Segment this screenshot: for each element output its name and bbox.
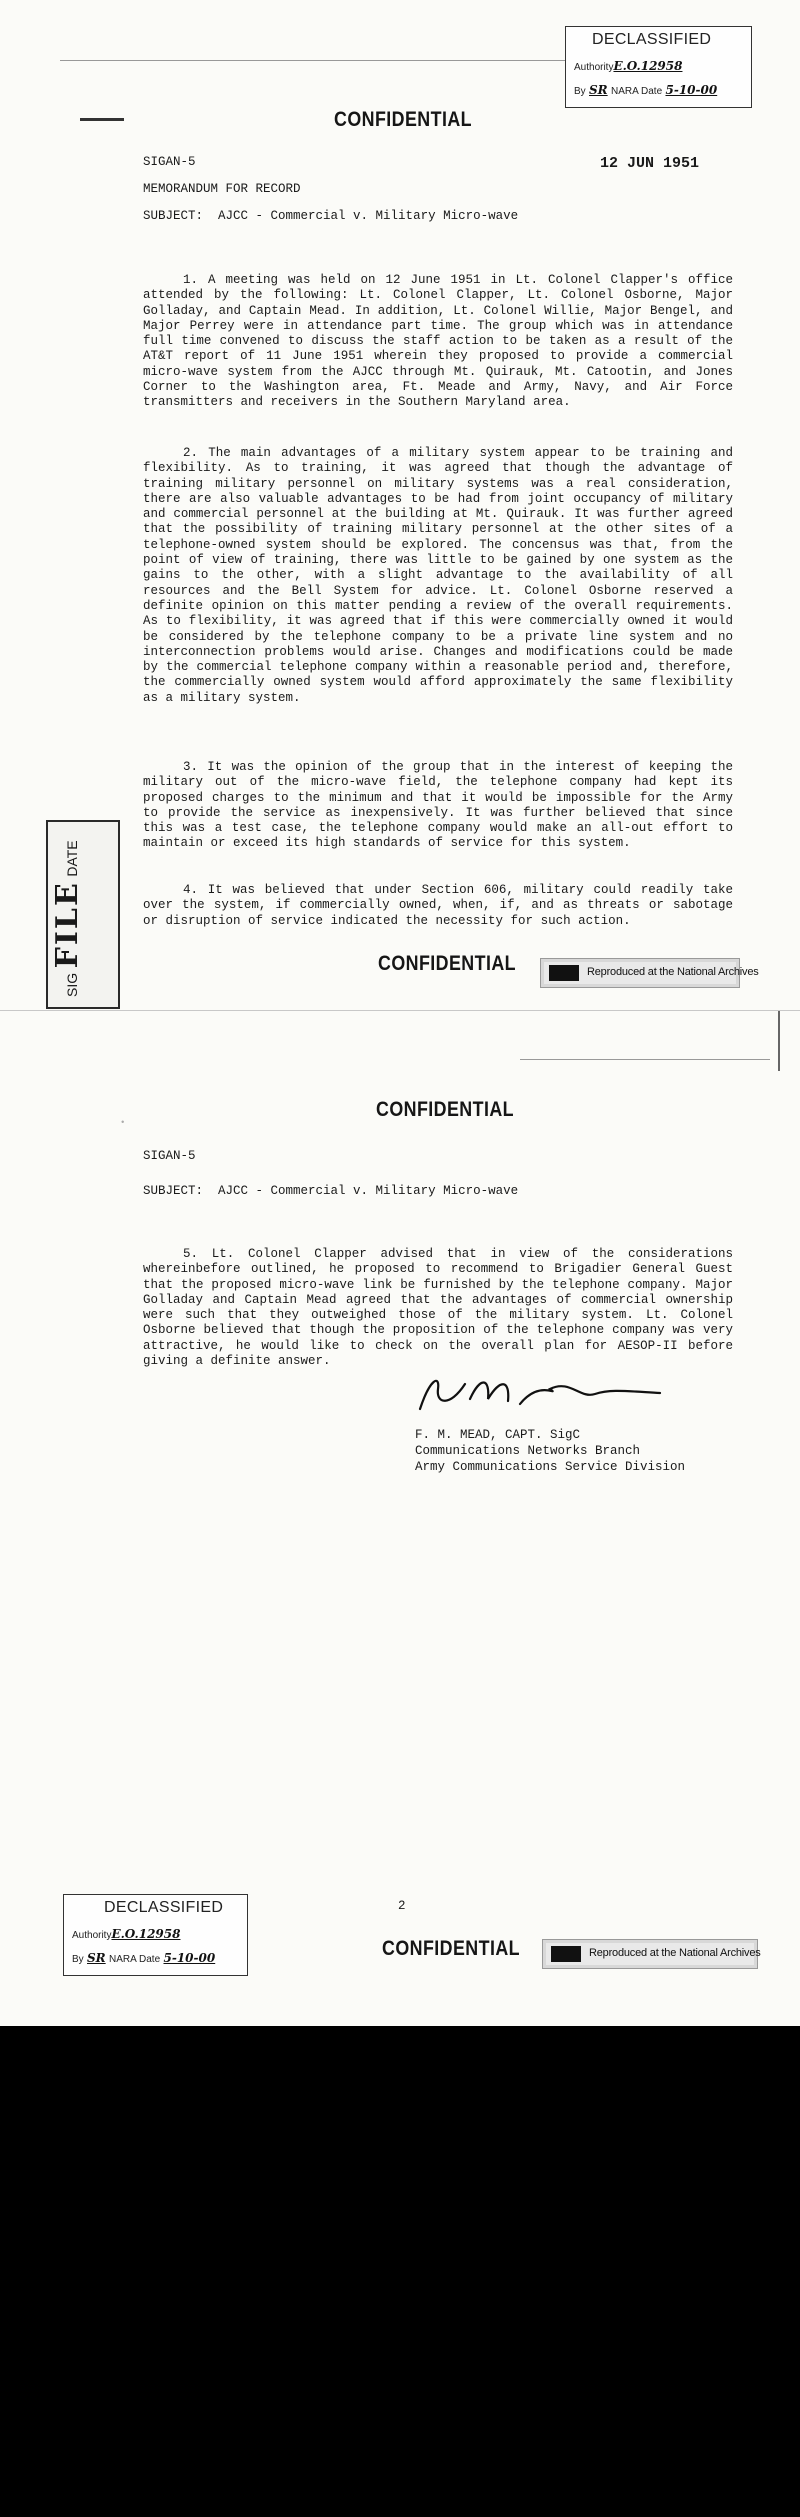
- stamp-authority-label: Authority: [72, 1930, 112, 1941]
- memo-subject-line: [143, 209, 518, 223]
- file-stamp-date: DATE: [64, 840, 80, 877]
- document-page-1: [0, 0, 800, 1010]
- stamp-nara-label: NARA Date: [109, 1954, 161, 1965]
- document-page-2: [0, 1010, 800, 2026]
- punch-mark: [80, 118, 124, 121]
- archives-label-text: Reproduced at the National Archives: [589, 1947, 761, 1959]
- memo-ref: SIGAN-5: [143, 155, 196, 169]
- page-number: 2: [398, 1899, 406, 1913]
- paragraph-2: 2. The main advantages of a military system appear to be training and flexibility. As to training, it was agreed that though the advantage of training military personnel on military systems was a real consideration, there are also valuable advantages to be had from joint occupancy of military and commercial personnel at the building at Mt. Quirauk. It was further agreed that the possibility of training military personnel at the other sites of a telephone-owned system should be explored. The concensus was that, from the point of view of training, there was little to be gained by one system as the gains to the other, with a slight advantage to the availability of all resources and the Bell System for advice. Lt. Colonel Osborne reserved a definite opinion on this matter pending a review of the overall requirements. As to flexibility, it was agreed that if this were commercially owned it would be considered by the telephone company to be a private line system and no interconnection problems would arise. Changes and modifications could be made by the commercial telephone company within a reasonable period and, therefore, the commercially owned system would afford approximately the same flexibility as a military system.: [143, 446, 733, 705]
- memo-subject-line: [143, 1184, 518, 1198]
- paragraph-4: 4. It was believed that under Section 606, military could readily take over the system, if commercially owned, when, if, and as threats or sabotage or disruption of service indicated the necessity for such action.: [143, 883, 733, 928]
- paragraph-5: 5. Lt. Colonel Clapper advised that in view of the considerations whereinbefore outlined, he proposed to recommend to Brigadier General Guest that the proposed micro-wave link be furnished by the telephone company. Major Golladay and Captain Mead agreed that the advantages of commercial ownership were such that they outweighed those of the military system. Lt. Colonel Osborne believed that though the proposition of the telephone company was very attractive, he would like to check on the overall plan for AESOP-II before giving a definite answer.: [143, 1247, 733, 1369]
- file-stamp-file: FILE: [50, 881, 85, 969]
- memo-ref: SIGAN-5: [143, 1149, 196, 1163]
- signature-division: Army Communications Service Division: [415, 1460, 686, 1474]
- handwritten-signature: [410, 1369, 670, 1427]
- stamp-title: DECLASSIFIED: [104, 1899, 224, 1916]
- classification-header: CONFIDENTIAL: [334, 108, 472, 131]
- scan-mark: •: [120, 1118, 126, 1128]
- stamp-by-label: By: [72, 1954, 84, 1965]
- national-archives-label: [540, 958, 759, 988]
- memo-date: 12 JUN 1951: [600, 155, 700, 172]
- scan-line: [60, 60, 580, 61]
- scan-edge: [778, 1011, 780, 1071]
- stamp-title: DECLASSIFIED: [592, 31, 712, 48]
- declassified-stamp: [63, 1894, 248, 1976]
- paragraph-1: 1. A meeting was held on 12 June 1951 in Lt. Colonel Clapper's office attended by the following: Lt. Colonel Clapper, Lt. Colonel Osborne, Major Golladay, and Captain Mead. In addition, Lt. Colonel Willie, Major Bengel, and Major Perrey were in attendance part time. The group which was in attendance full time convened to discuss the staff action to be taken as a result of the AT&T report of 11 June 1951 wherein they proposed to provide a commercial micro-wave system from the AJCC through Mt. Quirauk, Mt. Catootin, and Jones Corner to the Washington area, Ft. Meade and Army, Navy, and Air Force transmitters and receivers in the Southern Maryland area.: [143, 273, 733, 410]
- scan-line: [520, 1059, 770, 1060]
- subject-text: AJCC - Commercial v. Military Micro-wave: [218, 1184, 519, 1198]
- subject-label: SUBJECT:: [143, 1184, 204, 1198]
- classification-header: CONFIDENTIAL: [376, 1098, 514, 1121]
- file-stamp-sig: SIG: [64, 972, 80, 997]
- stamp-nara-value: 5-10-00: [665, 83, 718, 97]
- stamp-authority-label: Authority: [574, 62, 614, 73]
- signature-glyph: [410, 1369, 670, 1417]
- declassified-stamp: [565, 26, 752, 108]
- stamp-by-value: SR: [87, 1951, 106, 1965]
- stamp-by-label: By: [574, 86, 586, 97]
- signature-branch: Communications Networks Branch: [415, 1444, 641, 1458]
- stamp-nara-value: 5-10-00: [163, 1951, 216, 1965]
- paragraph-3: 3. It was the opinion of the group that in the interest of keeping the military out of the micro-wave field, the telephone company had kept its proposed charges to the minimum and that it would be impossible for the Army to provide the service as inexpensively. It was further believed that since this was a test case, the telephone company would make an all-out effort to maintain or exceed its high standards of service for this system.: [143, 760, 733, 851]
- stamp-authority-value: E.O.12958: [613, 59, 683, 73]
- classification-footer: CONFIDENTIAL: [378, 952, 516, 975]
- classification-footer: CONFIDENTIAL: [382, 1937, 520, 1960]
- memo-type: MEMORANDUM FOR RECORD: [143, 182, 301, 196]
- national-archives-label: [542, 1939, 761, 1969]
- stamp-nara-label: NARA Date: [611, 86, 663, 97]
- subject-text: AJCC - Commercial v. Military Micro-wave: [218, 209, 519, 223]
- stamp-by-value: SR: [589, 83, 608, 97]
- stamp-authority-value: E.O.12958: [111, 1927, 181, 1941]
- archives-label-text: Reproduced at the National Archives: [587, 966, 759, 978]
- signature-name: F. M. MEAD, CAPT. SigC: [415, 1428, 581, 1442]
- subject-label: SUBJECT:: [143, 209, 204, 223]
- file-stamp: [46, 820, 120, 1009]
